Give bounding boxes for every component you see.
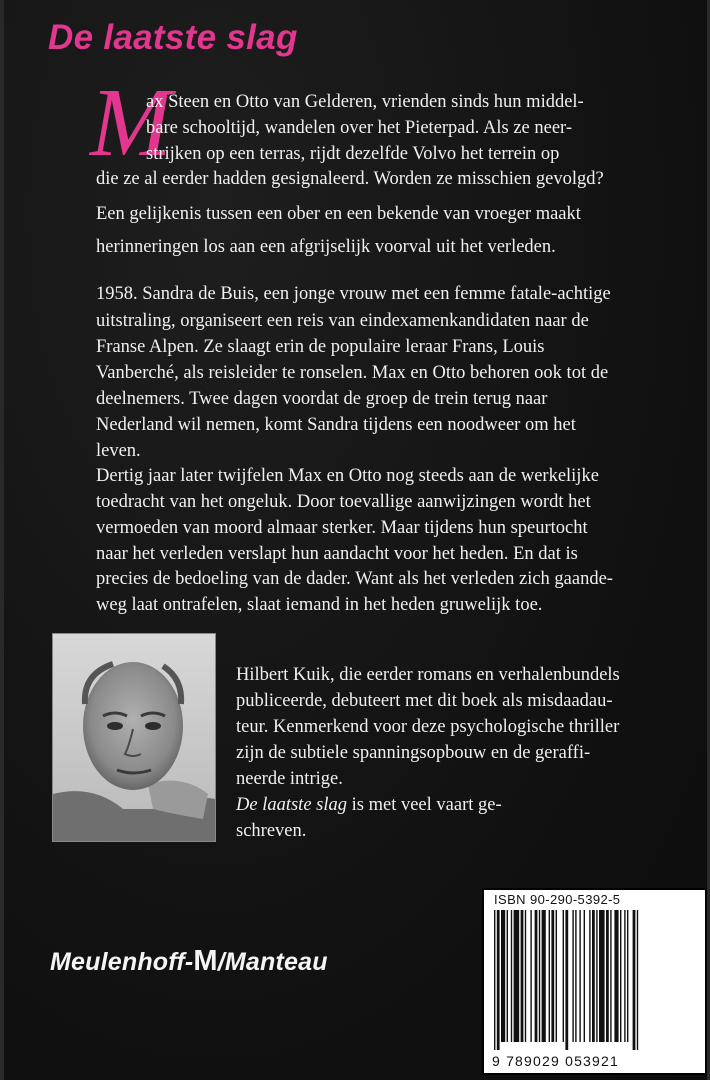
barcode-box [482,888,707,1075]
text-line: precies de bedoeling van de dader. Want als het verleden zich gaande- [96,569,613,589]
publisher-name-1: Meulenhoff- [50,948,194,976]
text-line: leven. [96,441,141,461]
text-line: uitstraling, organiseert een reis van eindexamenkandidaten naar de [96,311,589,331]
text-line: weg laat ontrafelen, slaat iemand in het heden gruwelijk toe. [96,595,543,615]
text-line: Hilbert Kuik, die eerder romans en verhalenbundels [236,665,620,685]
book-title: De laatste slag [48,18,298,57]
text-line: herinneringen los aan een afgrijselijk voorval uit het verleden. [96,237,556,257]
text-line: Een gelijkenis tussen een ober en een bekende van vroeger maakt [96,204,581,224]
publisher-logo [50,945,328,978]
text-line: schreven. [236,821,307,841]
text-line: Franse Alpen. Ze slaagt erin de populaire leraar Frans, Louis [96,337,545,357]
publisher-name-2: /Manteau [217,948,328,976]
text-line: teur. Kenmerkend voor deze psychologische thriller [236,717,620,737]
barcode-bars [492,910,699,1050]
text-fragment: is met veel vaart ge- [347,795,502,815]
isbn-number: ISBN 90-290-5392-5 [494,892,621,907]
text-line: Nederland wil nemen, komt Sandra tijdens een noodweer om het [96,415,576,435]
author-photo [52,633,216,842]
text-line: naar het verleden verslapt hun aandacht voor het heden. En dat is [96,544,578,564]
publisher-m-mark: M [193,945,218,977]
text-line: ax Steen en Otto van Gelderen, vrienden sinds hun middel- [146,92,584,112]
text-line: Vanberché, als reisleider te ronselen. Max en Otto behoren ook tot de [96,363,609,383]
text-line: toedracht van het ongeluk. Door toevallige aanwijzingen wordt het [96,492,591,512]
text-line: zijn de subtiele spanningsopbouw en de geraffi- [236,743,591,763]
text-line: neerde intrige. [236,769,343,789]
text-line: vermoeden van moord almaar sterker. Maar tijdens hun speurtocht [96,518,588,538]
text-line: deelnemers. Twee dagen voordat de groep de trein terug naar [96,389,548,409]
text-line: 1958. Sandra de Buis, een jonge vrouw met een femme fatale-achtige [96,284,611,304]
book-title-italic: De laatste slag [236,795,347,815]
text-line: strijken op een terras, rijdt dezelfde Volvo het terrein op [146,144,560,164]
text-line: bare schooltijd, wandelen over het Pieterpad. Als ze neer- [146,118,572,138]
text-line: publiceerde, debuteert met dit boek als misdaadau- [236,691,613,711]
text-line: die ze al eerder hadden gesignaleerd. Worden ze misschien gevolgd? [96,169,604,189]
text-line: Dertig jaar later twijfelen Max en Otto nog steeds aan de werkelijke [96,466,599,486]
ean-number: 9 789029 053921 [492,1053,619,1069]
drop-cap: M [90,69,172,177]
text-line [236,793,502,817]
